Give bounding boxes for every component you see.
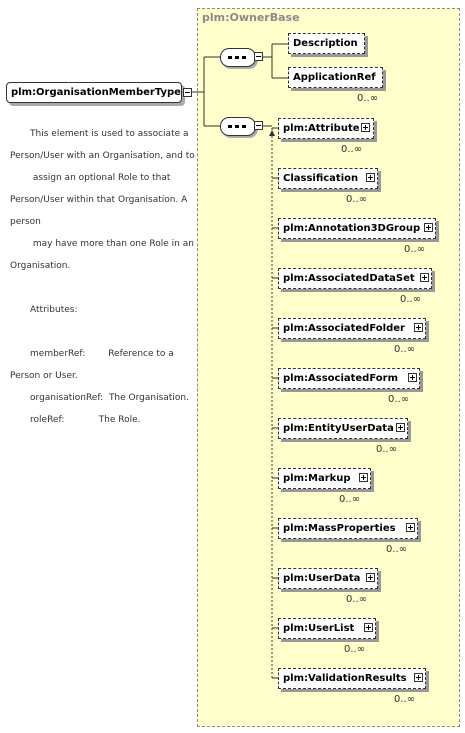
cardinality-label: 0..∞ (357, 93, 379, 104)
element-description[interactable] (288, 33, 365, 54)
expand-icon[interactable] (414, 323, 423, 332)
cardinality-label: 0..∞ (346, 594, 368, 605)
element-label: ApplicationRef (293, 72, 376, 83)
element-label: plm:UserList (283, 623, 355, 634)
doc-line: Attributes: (10, 305, 78, 315)
element-label: plm:UserData (283, 573, 361, 584)
element-label: Description (293, 38, 358, 49)
expand-icon[interactable] (414, 673, 423, 682)
element-label: Classification (283, 173, 359, 184)
cardinality-label: 0..∞ (339, 494, 361, 505)
sequence-collapse-icon[interactable] (254, 52, 263, 61)
cardinality-label: 0..∞ (388, 394, 410, 405)
root-collapse-icon[interactable] (183, 88, 192, 97)
sequence-compositor-icon (220, 117, 256, 136)
element-label: plm:EntityUserData (283, 423, 394, 434)
doc-line: roleRef: The Role. (10, 415, 141, 425)
cardinality-label: 0..∞ (344, 644, 366, 655)
element-plm-associatedform[interactable] (278, 368, 420, 389)
element-applicationref[interactable] (288, 67, 383, 88)
element-label: plm:Annotation3DGroup (283, 223, 421, 234)
element-documentation (10, 118, 195, 448)
element-plm-massproperties[interactable] (278, 518, 418, 539)
doc-line: This element is used to associate a (10, 129, 189, 139)
element-plm-annotation3dgroup[interactable] (278, 218, 436, 239)
element-plm-entityuserdata[interactable] (278, 418, 408, 439)
element-classification[interactable] (278, 168, 378, 189)
element-label: plm:ValidationResults (283, 673, 407, 684)
element-label: plm:AssociatedFolder (283, 323, 405, 334)
doc-line: Person or User. (10, 371, 78, 381)
element-label: plm:AssociatedDataSet (283, 273, 415, 284)
doc-line: memberRef: Reference to a (10, 349, 174, 359)
element-plm-userlist[interactable] (278, 618, 376, 639)
cardinality-label: 0..∞ (404, 244, 426, 255)
doc-line: Person/User with an Organisation, and to (10, 151, 195, 161)
doc-line: Organisation. (10, 261, 71, 271)
doc-line: person (10, 217, 41, 227)
element-plm-associatedfolder[interactable] (278, 318, 426, 339)
sequence-compositor-icon (220, 48, 256, 67)
doc-line: Person/User within that Organisation. A (10, 195, 188, 205)
cardinality-label: 0..∞ (400, 294, 422, 305)
doc-line: may have more than one Role in an (10, 239, 194, 249)
cardinality-label: 0..∞ (386, 544, 408, 555)
expand-icon[interactable] (361, 123, 370, 132)
root-element-label: plm:OrganisationMemberType (11, 87, 181, 98)
cardinality-label: 0..∞ (346, 194, 368, 205)
expand-icon[interactable] (408, 373, 417, 382)
sequence-collapse-icon[interactable] (254, 121, 263, 130)
element-label: plm:Markup (283, 473, 351, 484)
element-label: plm:AssociatedForm (283, 373, 398, 384)
expand-icon[interactable] (424, 223, 433, 232)
expand-icon[interactable] (420, 273, 429, 282)
element-plm-attribute[interactable] (278, 118, 374, 139)
expand-icon[interactable] (406, 523, 415, 532)
root-element-box[interactable] (6, 82, 182, 103)
cardinality-label: 0..∞ (394, 344, 416, 355)
doc-line: assign an optional Role to that (10, 173, 171, 183)
doc-line: organisationRef: The Organisation. (10, 393, 189, 403)
cardinality-label: 0..∞ (376, 444, 398, 455)
cardinality-label: 0..∞ (394, 694, 416, 705)
element-label: plm:MassProperties (283, 523, 396, 534)
element-plm-validationresults[interactable] (278, 668, 426, 689)
expand-icon[interactable] (364, 623, 373, 632)
element-plm-userdata[interactable] (278, 568, 378, 589)
doc-line (10, 283, 188, 294)
expand-icon[interactable] (359, 473, 368, 482)
expand-icon[interactable] (366, 173, 375, 182)
expand-icon[interactable] (366, 573, 375, 582)
cardinality-label: 0..∞ (341, 144, 363, 155)
element-plm-markup[interactable] (278, 468, 371, 489)
element-plm-associateddataset[interactable] (278, 268, 432, 289)
expand-icon[interactable] (396, 423, 405, 432)
doc-line (10, 327, 188, 338)
element-label: plm:Attribute (283, 123, 360, 134)
owner-base-title: plm:OwnerBase (202, 11, 300, 24)
